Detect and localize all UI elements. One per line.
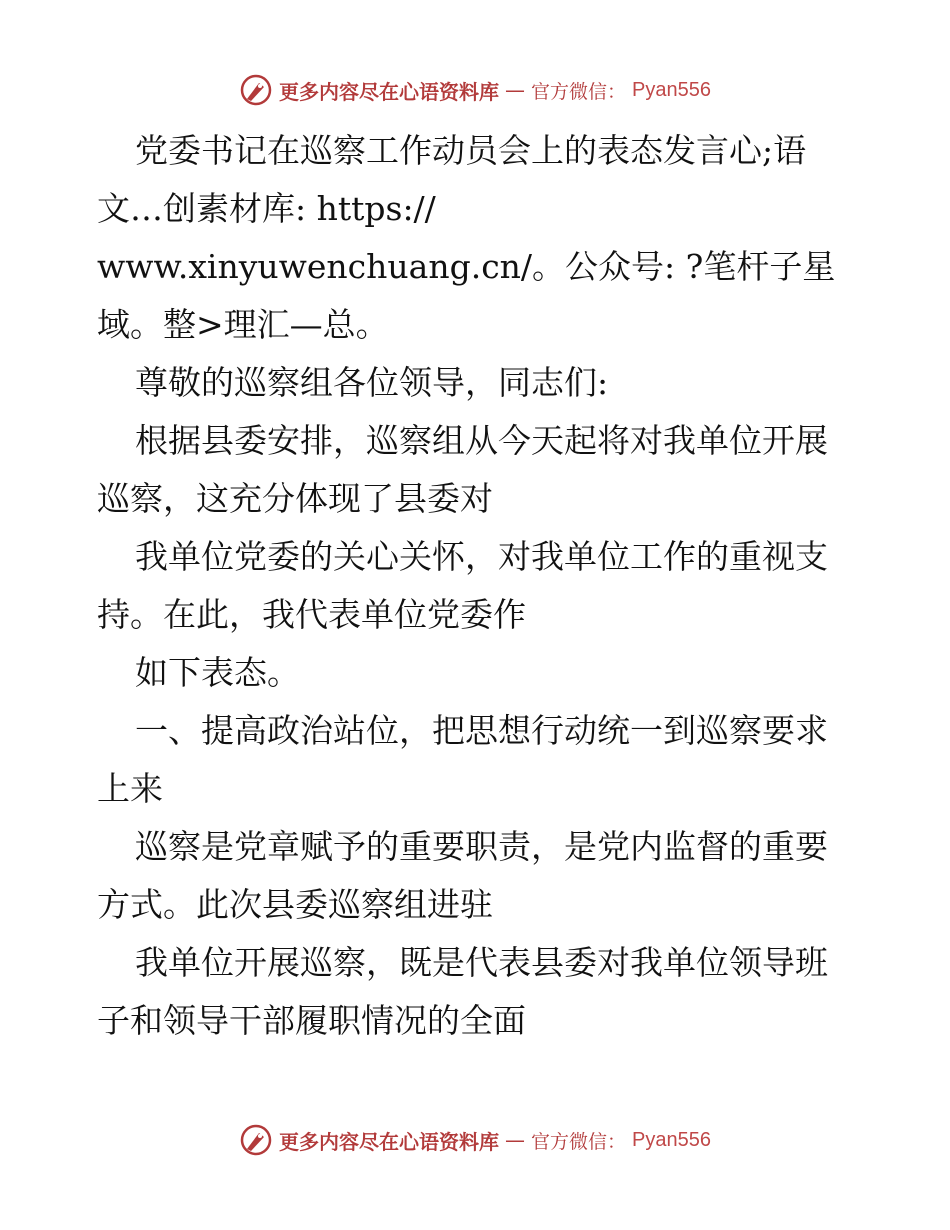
paragraph-line: 持。在此，我代表单位党委作 — [97, 595, 526, 634]
paragraph-line: 巡察是党章赋予的重要职责，是党内监督的重要 — [135, 827, 828, 866]
paragraph-line: 巡察，这充分体现了县委对 — [97, 479, 493, 518]
section-heading-line: 一、提高政治站位，把思想行动统一到巡察要求 — [135, 711, 828, 750]
salutation-line: 尊敬的巡察组各位领导，同志们: — [135, 363, 609, 402]
header-brand-text: 更多内容尽在心语资料库 — [279, 79, 499, 104]
header-wechat-label: 官方微信： — [531, 80, 627, 103]
document-body — [97, 122, 857, 1050]
footer-wechat-label: 官方微信： — [531, 1130, 627, 1153]
footer-banner — [0, 1120, 950, 1160]
paragraph-line: 党委书记在巡察工作动员会上的表态发言心;语 — [135, 131, 807, 170]
footer-brand-text: 更多内容尽在心语资料库 — [279, 1129, 499, 1154]
header-banner — [0, 70, 950, 110]
paragraph-line: 根据县委安排，巡察组从今天起将对我单位开展 — [135, 421, 828, 460]
paragraph-line: 子和领导干部履职情况的全面 — [97, 1001, 526, 1040]
header-separator: — — [505, 78, 525, 102]
paragraph-line: 如下表态。 — [135, 653, 300, 692]
paragraph-line: 文…创素材库: https:// — [97, 189, 436, 228]
pen-nib-logo-icon — [239, 73, 273, 107]
paragraph-line: www.xinyuwenchuang.cn/。公众号: ?笔杆子星 — [97, 247, 836, 286]
paragraph-line: 域。整>理汇—总。 — [97, 305, 389, 344]
footer-separator: — — [505, 1128, 525, 1152]
paragraph-line: 我单位党委的关心关怀，对我单位工作的重视支 — [135, 537, 828, 576]
pen-nib-logo-icon — [239, 1123, 273, 1157]
paragraph-line: 我单位开展巡察，既是代表县委对我单位领导班 — [135, 943, 828, 982]
paragraph-line: 方式。此次县委巡察组进驻 — [97, 885, 493, 924]
header-wechat-handle: Pyan556 — [632, 78, 711, 101]
section-heading-line: 上来 — [97, 769, 163, 808]
footer-wechat-handle: Pyan556 — [632, 1128, 711, 1151]
